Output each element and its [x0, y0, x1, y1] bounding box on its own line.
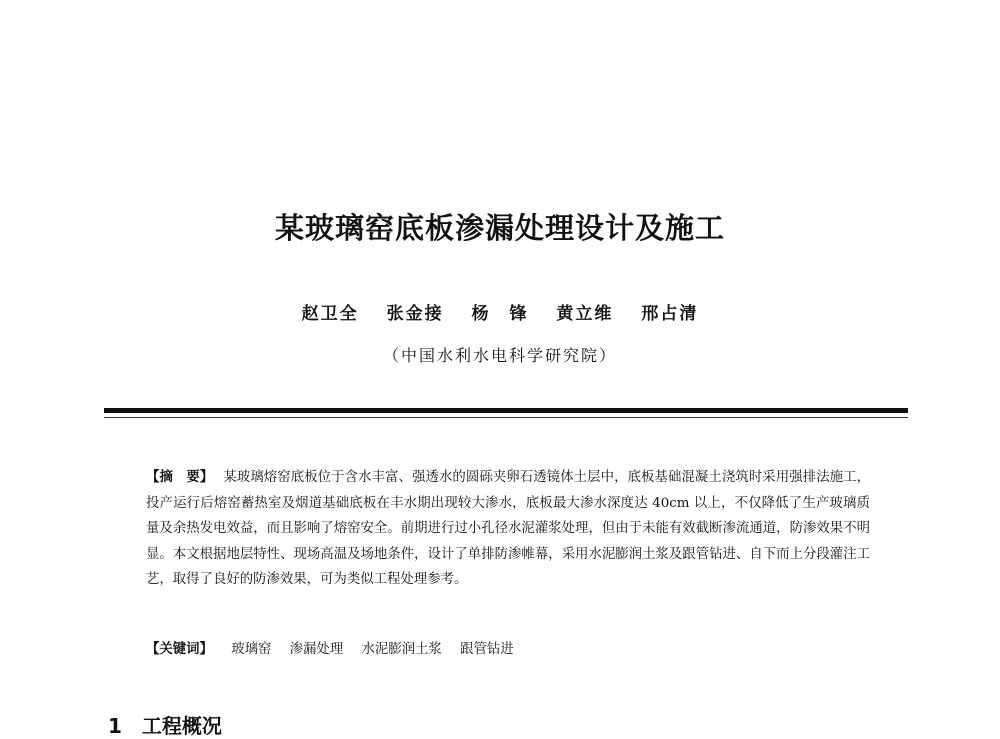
section-number: 1: [108, 714, 122, 738]
abstract-label: 【摘 要】: [146, 470, 214, 485]
keyword: 水泥膨润土浆: [361, 642, 442, 657]
keyword: 渗漏处理: [289, 642, 344, 657]
keywords-label: 【关键词】: [146, 642, 213, 657]
affiliation: （中国水利水电科学研究院）: [382, 346, 617, 365]
author-name: 邢占清: [641, 304, 699, 324]
keywords-block: [146, 637, 870, 663]
section-heading: [108, 710, 222, 739]
header-divider-thin: [104, 417, 908, 418]
author-name: 黄立维: [556, 304, 614, 324]
header-divider-thick: [104, 408, 908, 413]
abstract-block: [146, 465, 870, 593]
author-name: 杨 锋: [471, 304, 529, 324]
abstract-text: 某玻璃熔窑底板位于含水丰富、强透水的圆砾夹卵石透镜体土层中，底板基础混凝土浇筑时采用强排法施工，投产运行后熔窑蓄热室及烟道基础底板在丰水期出现较大渗水，底板最大渗水深度达 40cm 以上，不仅降低了生产玻璃质量及余热发电效益，而且影响了熔窑安全。前期进行过小孔径水泥灌浆处理，但由于未能有效截断渗流通道，防渗效果不明显。本文根据地层特性、现场高温及场地条件，设计了单排防渗帷幕，采用水泥膨润土浆及跟管钻进、自下而上分段灌注工艺，取得了良好的防渗效果，可为类似工程处理参考。: [146, 470, 871, 587]
keyword: 跟管钻进: [460, 642, 514, 657]
author-name: 张金接: [386, 304, 444, 324]
author-list: [0, 299, 1000, 324]
section-title: 工程概况: [141, 714, 222, 738]
keyword: 玻璃窑: [231, 642, 272, 657]
paper-title: 某玻璃窑底板渗漏处理设计及施工: [274, 211, 725, 245]
author-name: 赵卫全: [301, 304, 359, 324]
